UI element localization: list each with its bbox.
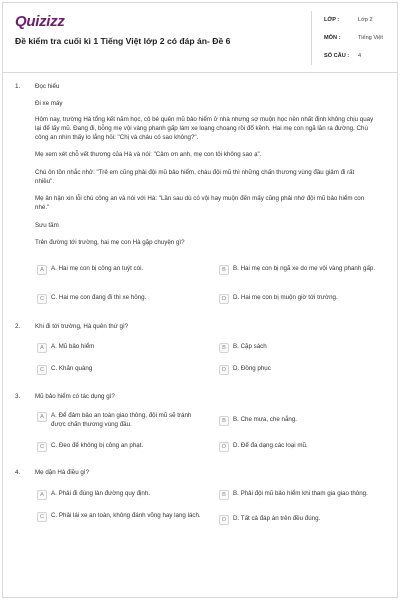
option-text: B. Hai mẹ con bị ngã xe do mẹ vội vàng phanh gấp. [233, 265, 376, 272]
option-text: D. Đồng phục [233, 365, 271, 372]
option-text: A. Mũ bảo hiểm [51, 343, 95, 350]
worksheet-header [3, 3, 397, 73]
question-2-number: 2. [15, 323, 21, 330]
option-letter-badge: B [219, 490, 229, 500]
question-2-option-b[interactable] [219, 343, 383, 353]
meta-subject-label: MÔN : [324, 35, 341, 41]
passage-paragraph-1: Hôm nay, trường Hà tổng kết năm học, cô bé quên mũ bảo hiểm ở nhà nhưng sợ muộn học nên nhất định không chịu quay lại để lấy mũ. Đang đi, bỗng mẹ vội vàng phanh gấp làm xe loạng choạng rồi đổ kềnh. Hai mẹ con ngã lăn ra đường. Chú công an nhìn thấy lo lắng hỏi: "Chị và cháu có sao không?". [35, 116, 374, 141]
meta-count-value: 4 [358, 53, 362, 59]
passage-source: Sưu tầm [35, 222, 59, 229]
option-text: B. Che mưa, che nắng. [233, 416, 297, 423]
option-letter-badge: B [219, 265, 229, 275]
meta-count-label: SỐ CÂU : [324, 53, 350, 59]
option-text: C. Đeo để không bị công an phạt. [51, 442, 144, 449]
option-letter-badge: D [219, 442, 229, 452]
option-letter-badge: C [37, 442, 47, 452]
passage-story-title: Đi xe máy [35, 100, 63, 107]
option-letter-badge: A [37, 343, 47, 353]
option-letter-badge: C [37, 512, 47, 522]
option-letter-badge: D [219, 515, 229, 525]
question-1-option-d[interactable] [219, 294, 383, 304]
option-text: D. Tất cả đáp án trên đều đúng. [233, 515, 321, 522]
option-letter-badge: A [37, 490, 47, 500]
meta-subject-value: Tiếng Việt [358, 35, 383, 41]
option-letter-badge: C [37, 294, 47, 304]
question-4-option-c[interactable] [37, 512, 201, 522]
option-text: A. Hai mẹ con bị công an tuýt còi. [51, 265, 144, 272]
question-3-text: Mũ bảo hiểm có tác dụng gì? [35, 393, 115, 400]
meta-grade-value: Lớp 2 [358, 17, 373, 23]
question-2-text: Khi đi tới trường, Hà quên thứ gì? [35, 323, 129, 330]
question-4-text: Mẹ dặn Hà điều gì? [35, 469, 90, 476]
worksheet-page [2, 2, 398, 598]
option-text: D. Để đa dạng các loại mũ. [233, 442, 308, 449]
meta-count [324, 47, 398, 65]
option-letter-badge: C [37, 365, 47, 375]
question-2-option-a[interactable] [37, 343, 201, 353]
quizizz-logo: Quizizz [15, 13, 65, 30]
option-letter-badge: D [219, 365, 229, 375]
question-3-option-a[interactable] [37, 412, 201, 430]
option-text: A. Để đảm bảo an toàn giao thông, đội mũ sẽ tránh được chấn thương vùng đầu. [51, 412, 192, 428]
meta-subject [324, 29, 398, 47]
option-text: D. Hai mẹ con bị muộn giờ tới trường. [233, 294, 338, 301]
question-4-option-d[interactable] [219, 515, 383, 525]
question-1-number: 1. [15, 83, 21, 90]
option-text: B. Cặp sách [233, 343, 267, 350]
question-4-option-b[interactable] [219, 490, 383, 500]
question-3-option-c[interactable] [37, 442, 201, 452]
question-2-option-d[interactable] [219, 365, 383, 375]
meta-grade [324, 11, 398, 29]
passage-paragraph-2: Mẹ xem xét chỗ vết thương của Hà và nói: "Cảm ơn anh, mẹ con tôi không sao ạ". [35, 151, 262, 158]
question-3-number: 3. [15, 393, 21, 400]
passage-paragraph-4: Mẹ ân hận xin lỗi chú công an và nói với Hà: "Lần sau dù có vội hay muộn đến mấy cũng phải nhớ đội mũ bảo hiểm con nhé." [35, 195, 365, 211]
question-3-option-b[interactable] [219, 416, 383, 426]
question-2-option-c[interactable] [37, 365, 201, 375]
meta-panel [311, 11, 397, 65]
worksheet-title: Đề kiểm tra cuối kì 1 Tiếng Việt lớp 2 có đáp án- Đề 6 [15, 36, 231, 46]
question-4-number: 4. [15, 469, 21, 476]
option-text: C. Hai mẹ con đang đi thì xe hỏng. [51, 294, 147, 301]
option-letter-badge: A [37, 412, 47, 422]
question-1-option-b[interactable] [219, 265, 383, 275]
option-letter-badge: A [37, 265, 47, 275]
question-4-option-a[interactable] [37, 490, 201, 500]
question-1-option-a[interactable] [37, 265, 201, 275]
option-letter-badge: B [219, 416, 229, 426]
option-letter-badge: B [219, 343, 229, 353]
passage-heading: Đọc hiểu [35, 83, 60, 90]
option-text: B. Phải đội mũ bảo hiểm khi tham gia giao thông. [233, 490, 368, 497]
passage-paragraph-3: Chú ôn tồn nhắc nhở: "Trẻ em cũng phải đội mũ bảo hiểm, cháu đội mũ thì những chấn thương vùng đầu giảm đi rất nhiều". [35, 169, 355, 185]
question-3-option-d[interactable] [219, 442, 383, 452]
option-text: C. Phải lái xe an toàn, không đánh võng hay lạng lách. [51, 512, 201, 519]
option-text: C. Khăn quàng [51, 365, 93, 372]
option-text: A. Phải đi đúng làn đường quy định. [51, 490, 151, 497]
question-1-option-c[interactable] [37, 294, 201, 304]
meta-grade-label: LỚP : [324, 17, 340, 23]
option-letter-badge: D [219, 294, 229, 304]
question-1-text: Trên đường tới trường, hai mẹ con Hà gặp chuyện gì? [35, 239, 185, 246]
